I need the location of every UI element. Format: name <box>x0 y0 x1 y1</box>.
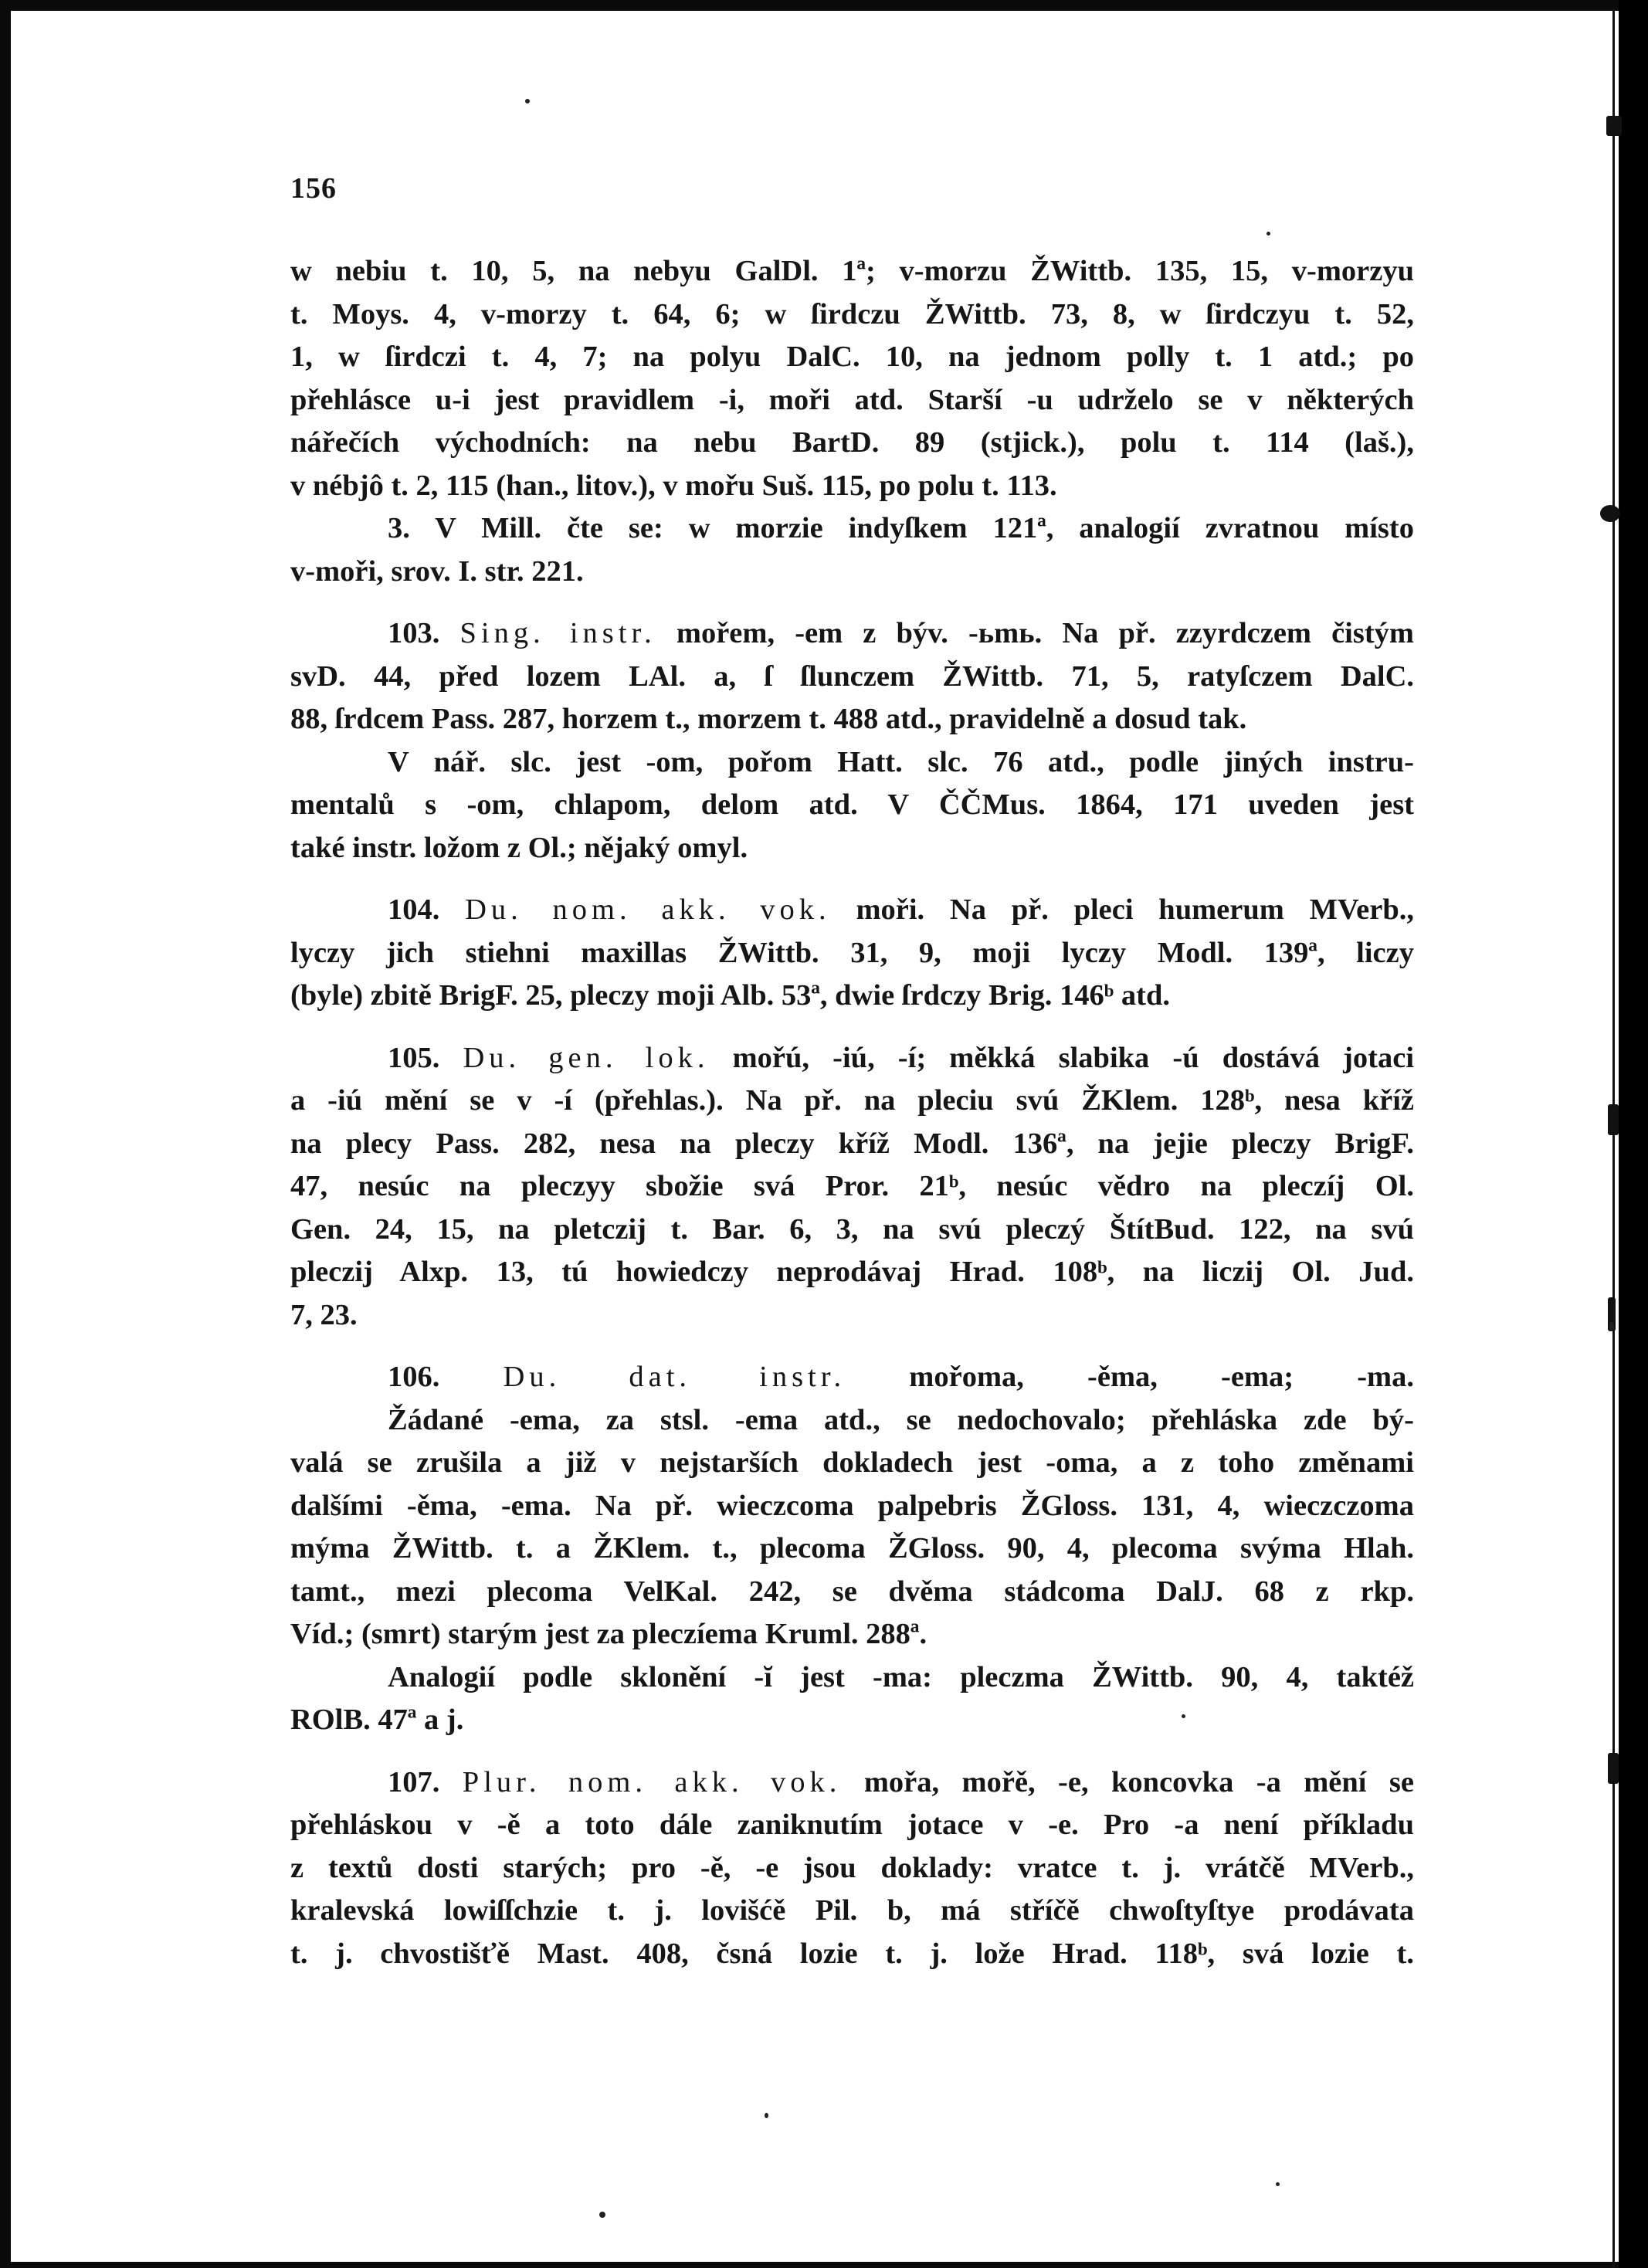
text-line: valá se zrušila a již v nejstarších dokladech jest -oma, a z toho změnami <box>290 1446 1414 1479</box>
speck <box>1267 232 1270 236</box>
section-number: 107. <box>388 1765 440 1798</box>
text-line: w nebiu t. 10, 5, na nebyu GalDl. 1ª; v-morzu ŽWittb. 135, 15, v-morzyu <box>290 255 1414 287</box>
text-line: ROlB. 47ª a j. <box>290 1704 464 1736</box>
text-line: dalšími -ěma, -ema. Na př. wieczcoma palpebris ŽGloss. 131, 4, wieczczoma <box>290 1489 1414 1522</box>
edge-mark <box>1608 1104 1619 1135</box>
speck <box>599 2212 605 2218</box>
text-line: a -iú mění se v -í (přehlas.). Na př. na pleciu svú ŽKlem. 128ᵇ, nesa kříž <box>290 1084 1414 1117</box>
section-number: 103. <box>388 617 440 649</box>
speck <box>765 2113 768 2118</box>
section-heading: Du. nom. akk. vok. <box>465 893 831 926</box>
edge-mark <box>1600 505 1620 522</box>
text-line: pleczij Alxp. 13, tú howiedczy neprodávaj Hrad. 108ᵇ, na liczij Ol. Jud. <box>290 1256 1414 1288</box>
section-number: 105. <box>388 1041 440 1074</box>
section-first-line <box>290 1037 1414 1080</box>
speck <box>1276 2182 1280 2186</box>
text-line: také instr. ložom z Ol.; nějaký omyl. <box>290 831 748 864</box>
text-line: 1, w ſirdczi t. 4, 7; na polyu DalC. 10, na jednom polly t. 1 atd.; po <box>290 341 1414 373</box>
text-line: z textů dosti starých; pro -ě, -e jsou doklady: vratce t. j. vrátčě MVerb., <box>290 1851 1414 1884</box>
section-text: mořem, -em z býv. -ьmь. Na př. zzyrdczem čistým <box>676 617 1414 649</box>
text-line: mentalů s -om, chlapom, delom atd. V ČČMus. 1864, 171 uveden jest <box>290 788 1414 821</box>
section-heading: Sing. instr. <box>459 617 656 649</box>
text-line: nářečích východních: na nebu BartD. 89 (stjick.), polu t. 114 (laš.), <box>290 426 1414 459</box>
text-line: t. j. chvostišťě Mast. 408, čsná lozie t. j. lože Hrad. 118ᵇ, svá lozie t. <box>290 1937 1414 1970</box>
text-line: mýma ŽWittb. t. a ŽKlem. t., plecoma ŽGloss. 90, 4, plecoma svýma Hlah. <box>290 1532 1414 1565</box>
section-number: 104. <box>388 893 440 926</box>
section-first-line <box>290 612 1414 656</box>
text-line: v-moři, srov. I. str. 221. <box>290 554 584 588</box>
text-line: přehláskou v -ě a toto dále zaniknutím jotace v -e. Pro -a není příkladu <box>290 1809 1414 1841</box>
text-line: (byle) zbitě BrigF. 25, pleczy moji Alb. 53ª, dwie ſrdczy Brig. 146ᵇ atd. <box>290 979 1170 1012</box>
section-first-line <box>290 1761 1414 1805</box>
section-text: moři. Na př. pleci humerum MVerb., <box>856 893 1415 926</box>
text-line: V nář. slc. jest -om, pořom Hatt. slc. 76 atd., podle jiných instru- <box>388 745 1414 778</box>
page-number: 156 <box>290 172 337 205</box>
speck <box>1609 1322 1614 1331</box>
body-text <box>290 250 1414 1975</box>
text-line: 88, ſrdcem Pass. 287, horzem t., morzem t. 488 atd., pravidelně a dosud tak. <box>290 703 1247 735</box>
text-line: Gen. 24, 15, na pletczij t. Bar. 6, 3, na svú pleczý ŠtítBud. 122, na svú <box>290 1212 1414 1246</box>
section-heading: Plur. nom. akk. vok. <box>462 1765 842 1798</box>
text-line: Analogií podle sklonění -ĭ jest -ma: pleczma ŽWittb. 90, 4, taktéž <box>388 1660 1414 1693</box>
section-text: mořa, mořě, -e, koncovka -a mění se <box>863 1765 1414 1798</box>
text-line: svD. 44, před lozem LAl. a, ſ ſlunczem ŽWittb. 71, 5, ratyſczem DalC. <box>290 659 1414 693</box>
scan-edge-strip <box>1619 0 1648 2268</box>
section-heading: Du. dat. instr. <box>503 1361 846 1393</box>
text-line: kralevská lowiſſchzie t. j. lovišćě Pil. b, má stříčě chwoſtyſtye prodávata <box>290 1894 1414 1927</box>
text-line: lyczy jich stiehni maxillas ŽWittb. 31, 9, moji lyczy Modl. 139ª, liczy <box>290 936 1414 969</box>
text-line: 7, 23. <box>290 1298 358 1331</box>
section-heading: Du. gen. lok. <box>463 1041 710 1074</box>
speck <box>525 99 530 103</box>
text-line: t. Moys. 4, v-morzy t. 64, 6; w ſirdczu ŽWittb. 73, 8, w ſirdczyu t. 52, <box>290 297 1414 331</box>
section-text: mořoma, -ěma, -ema; -ma. <box>909 1361 1415 1393</box>
text-line: Žádané -ema, za stsl. -ema atd., se nedochovalo; přehláska zde bý- <box>388 1403 1414 1436</box>
edge-mark <box>1606 116 1622 136</box>
section-first-line <box>290 889 1414 932</box>
page-edge-line <box>1612 9 1615 2268</box>
text-line: přehlásce u-i jest pravidlem -i, moři atd. Starší -u udrželo se v některých <box>290 383 1414 416</box>
text-line: 3. V Mill. čte se: w morzie indyſkem 121ª, analogií zvratnou místo <box>388 512 1414 544</box>
section-first-line <box>290 1356 1414 1399</box>
edge-mark <box>1608 1753 1619 1784</box>
section-text: mořú, -iú, -í; měkká slabika -ú dostává jotaci <box>732 1041 1415 1074</box>
section-number: 106. <box>388 1361 440 1393</box>
text-line: 47, nesúc na pleczyy sbožie svá Pror. 21ᵇ, nesúc vědro na pleczíj Ol. <box>290 1170 1414 1202</box>
text-line: na plecy Pass. 282, nesa na pleczy kříž Modl. 136ª, na jejie pleczy BrigF. <box>290 1127 1414 1160</box>
text-line: v nébjô t. 2, 115 (han., litov.), v mořu Suš. 115, po polu t. 113. <box>290 469 1057 502</box>
text-line: Víd.; (smrt) starým jest za pleczíema Kruml. 288ª. <box>290 1618 927 1650</box>
text-line: tamt., mezi plecoma VelKal. 242, se dvěma stádcoma DalJ. 68 z rkp. <box>290 1575 1414 1608</box>
